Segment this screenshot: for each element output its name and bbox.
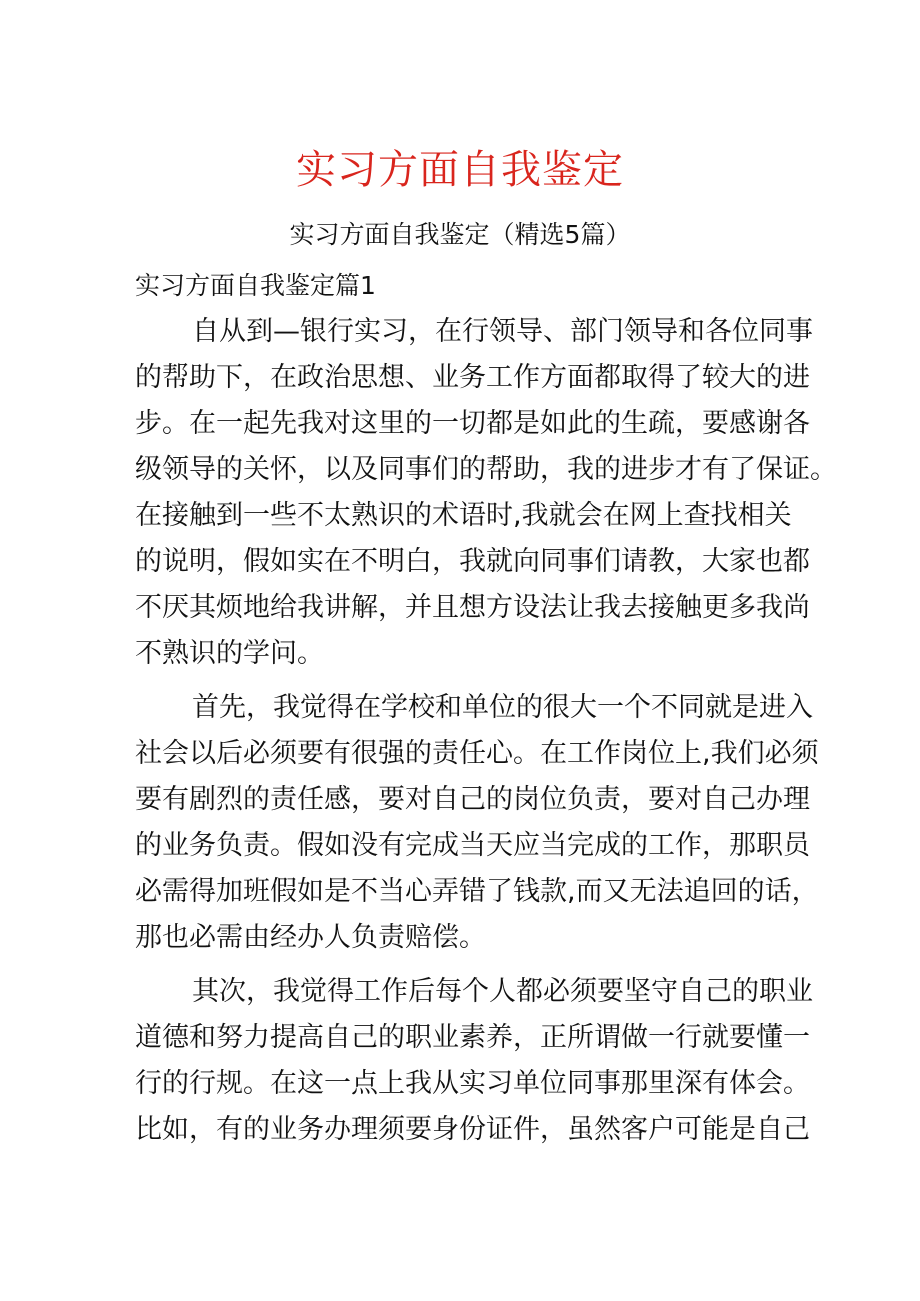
paragraph-line: 在接触到一些不太熟识的术语时,我就会在网上查找相关 bbox=[135, 500, 792, 531]
paragraph-line: 要有剧烈的责任感，要对自己的岗位负责，要对自己办理 bbox=[135, 784, 810, 815]
paragraph-line: 道德和努力提高自己的职业素养，正所谓做一行就要懂一 bbox=[135, 1022, 810, 1053]
paragraph-line: 必需得加班假如是不当心弄错了钱款,而又无法追回的话， bbox=[135, 876, 819, 907]
paragraph-line: 的业务负责。假如没有完成当天应当完成的工作，那职员 bbox=[135, 830, 810, 861]
paragraph-line: 不厌其烦地给我讲解，并且想方设法让我去接触更多我尚 bbox=[135, 592, 810, 623]
document-body bbox=[135, 309, 837, 1161]
document-subtitle: 实习方面自我鉴定（精选5篇） bbox=[289, 220, 631, 249]
paragraph-2 bbox=[135, 685, 819, 961]
paragraph-line: 其次，我觉得工作后每个人都必须要坚守自己的职业 bbox=[192, 976, 813, 1007]
paragraph-line: 不熟识的学问。 bbox=[135, 638, 324, 669]
paragraph-line: 的说明，假如实在不明白，我就向同事们请教，大家也都 bbox=[135, 546, 810, 577]
paragraph-line: 那也必需由经办人负责赔偿。 bbox=[135, 922, 486, 953]
paragraph-line: 行的行规。在这一点上我从实习单位同事那里深有体会。 bbox=[135, 1068, 810, 1099]
paragraph-1 bbox=[135, 309, 837, 677]
document-title: 实习方面自我鉴定 bbox=[296, 147, 624, 193]
paragraph-line: 比如，有的业务办理须要身份证件，虽然客户可能是自己 bbox=[135, 1114, 810, 1145]
paragraph-line: 的帮助下，在政治思想、业务工作方面都取得了较大的进 bbox=[135, 362, 810, 393]
section-heading: 实习方面自我鉴定篇1 bbox=[135, 271, 376, 300]
paragraph-line: 首先，我觉得在学校和单位的很大一个不同就是进入 bbox=[192, 692, 813, 723]
paragraph-line: 步。在一起先我对这里的一切都是如此的生疏，要感谢各 bbox=[135, 408, 810, 439]
paragraph-line: 社会以后必须要有很强的责任心。在工作岗位上,我们必须 bbox=[135, 738, 819, 769]
paragraph-3 bbox=[135, 969, 815, 1153]
paragraph-line: 自从到—银行实习，在行领导、部门领导和各位同事 bbox=[192, 316, 813, 347]
paragraph-line: 级领导的关怀，以及同事们的帮助，我的进步才有了保证。 bbox=[135, 454, 837, 485]
